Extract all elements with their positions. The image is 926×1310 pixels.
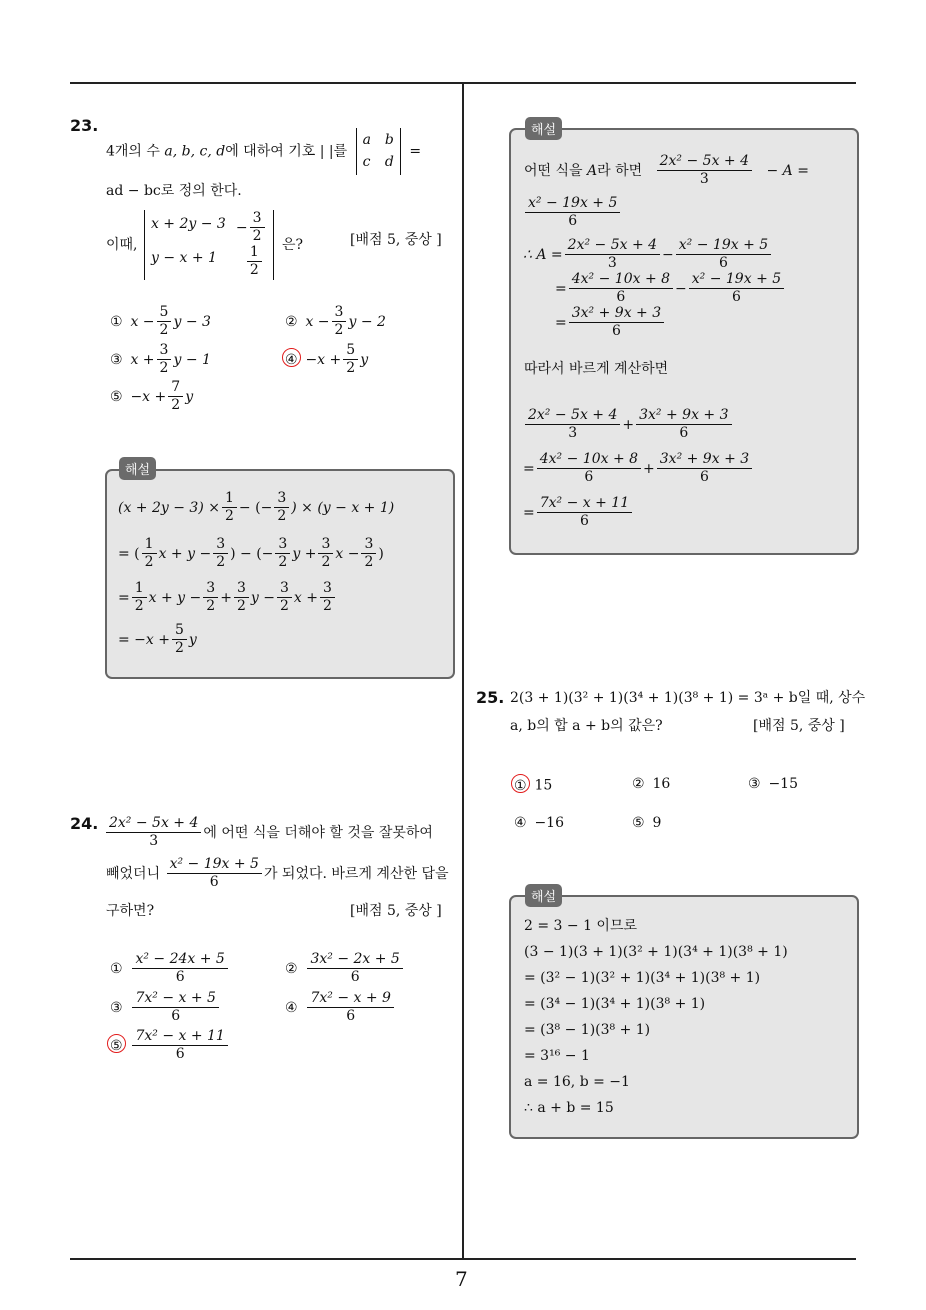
question-text-line3 xyxy=(106,210,303,280)
numerator: 2x² − 5x + 4 xyxy=(106,816,201,833)
solution-line: = (3² − 1)(3² + 1)(3⁴ + 1)(3⁸ + 1) xyxy=(524,970,761,986)
text: y + xyxy=(292,545,317,562)
question-text-line2: a, b의 합 a + b의 값은? xyxy=(510,718,663,734)
question-meta: [배점 5, 중상 ] xyxy=(753,718,845,734)
solution-line xyxy=(555,272,786,306)
choice-2[interactable] xyxy=(285,952,405,986)
fraction xyxy=(168,380,183,414)
fraction xyxy=(213,537,228,571)
fraction xyxy=(307,991,393,1025)
denominator: 2 xyxy=(364,554,374,571)
question-number: 25. xyxy=(476,688,505,707)
text: = xyxy=(523,504,535,521)
text: − xyxy=(675,280,687,297)
fraction xyxy=(307,952,402,986)
numerator: 3 xyxy=(213,537,228,554)
choice-1[interactable] xyxy=(514,776,552,795)
solution-line xyxy=(523,196,622,230)
bottom-rule xyxy=(70,1258,856,1260)
fraction xyxy=(132,991,218,1025)
fraction xyxy=(222,491,237,525)
denominator: 6 xyxy=(175,1046,185,1063)
denominator: 2 xyxy=(216,554,226,571)
fraction xyxy=(275,537,290,571)
denominator: 2 xyxy=(249,262,259,279)
choice-2[interactable] xyxy=(632,776,670,792)
solution-line xyxy=(523,408,734,442)
choice-mark: ② xyxy=(632,776,645,792)
numerator: 2x² − 5x + 4 xyxy=(525,408,620,425)
denominator: 2 xyxy=(206,598,216,615)
numerator: 1 xyxy=(142,537,157,554)
question-text-line3: 구하면? xyxy=(106,903,155,919)
text: y − 3 xyxy=(173,313,211,330)
numerator: x² − 19x + 5 xyxy=(689,272,784,289)
text: = xyxy=(118,589,130,606)
denominator: 2 xyxy=(175,640,184,657)
text: (x + 2y − 3) × xyxy=(118,499,220,516)
text: + xyxy=(643,460,655,477)
numerator: 3x² + 9x + 3 xyxy=(569,306,664,323)
numerator: 5 xyxy=(343,343,358,360)
fraction xyxy=(636,408,731,442)
matrix-entry xyxy=(245,245,264,279)
text: 에 어떤 식을 더해야 할 것을 잘못하여 xyxy=(203,824,433,841)
question-text-line1 xyxy=(104,816,433,850)
fraction xyxy=(320,581,335,615)
choice-3[interactable] xyxy=(110,343,211,377)
denominator: 2 xyxy=(171,397,181,414)
denominator: 2 xyxy=(252,228,262,245)
numerator: 3 xyxy=(320,581,335,598)
choice-mark: ④ xyxy=(514,815,527,831)
denominator: 6 xyxy=(584,469,594,486)
fraction xyxy=(657,452,752,486)
denominator: 3 xyxy=(607,255,617,272)
question-text-line2 xyxy=(106,857,449,891)
numerator: 2x² − 5x + 4 xyxy=(565,238,660,255)
text: y xyxy=(188,631,197,648)
numerator: 3x² + 9x + 3 xyxy=(636,408,731,425)
choice-4[interactable] xyxy=(285,343,368,377)
choice-value: 15 xyxy=(534,777,553,794)
text: a, b, c, d xyxy=(164,143,226,160)
solution-line xyxy=(555,306,666,340)
solution-line: = (3⁸ − 1)(3⁸ + 1) xyxy=(524,1022,651,1038)
fraction xyxy=(525,408,620,442)
question-text-line2: ad − bc로 정의 한다. xyxy=(106,183,242,199)
denominator: 2 xyxy=(279,598,289,615)
question-meta: [배점 5, 중상 ] xyxy=(350,232,442,248)
question-meta: [배점 5, 중상 ] xyxy=(350,903,442,919)
choice-1[interactable] xyxy=(110,952,230,986)
numerator: x² − 19x + 5 xyxy=(525,196,620,213)
denominator: 3 xyxy=(149,833,159,850)
text: − xyxy=(662,246,674,263)
fraction xyxy=(132,581,147,615)
denominator: 6 xyxy=(611,323,621,340)
choice-mark: ③ xyxy=(110,351,123,368)
choice-mark: ③ xyxy=(748,776,761,792)
text: = −x + xyxy=(118,631,170,648)
numerator: 7x² − x + 11 xyxy=(132,1029,227,1046)
question-text-line1: 2(3 + 1)(3² + 1)(3⁴ + 1)(3⁸ + 1) = 3ᵃ + b일 때, 상수 xyxy=(510,690,866,706)
denominator: 3 xyxy=(699,171,709,188)
text: y xyxy=(185,388,194,405)
fraction xyxy=(203,581,218,615)
text: = xyxy=(555,314,567,331)
denominator: 2 xyxy=(236,598,246,615)
choice-mark: ⑤ xyxy=(110,1037,123,1054)
numerator: 3 xyxy=(274,491,289,508)
text: x − xyxy=(305,313,330,330)
text: 빼었더니 xyxy=(106,865,161,882)
numerator: 3 xyxy=(203,581,218,598)
fraction xyxy=(157,305,172,339)
numerator: 3 xyxy=(234,581,249,598)
denominator: 6 xyxy=(719,255,728,272)
text: − A = xyxy=(766,162,809,179)
solution-line xyxy=(118,581,337,615)
numerator: 3 xyxy=(157,343,172,360)
solution-line xyxy=(118,623,197,657)
fraction xyxy=(537,452,641,486)
fraction xyxy=(167,857,262,891)
fraction xyxy=(172,623,187,657)
fraction xyxy=(234,581,249,615)
solution-line xyxy=(524,154,809,188)
denominator: 2 xyxy=(159,322,169,339)
denominator: 2 xyxy=(334,322,344,339)
fraction xyxy=(247,245,262,279)
solution-label: 해설 xyxy=(525,884,562,907)
text: − xyxy=(238,499,251,516)
text: 에 대하여 기호 | |를 xyxy=(225,143,348,160)
fraction xyxy=(569,306,664,340)
numerator: x² − 19x + 5 xyxy=(676,238,771,255)
matrix-entry: y − x + 1 xyxy=(150,250,217,266)
choice-mark: ④ xyxy=(285,351,298,368)
choice-5[interactable] xyxy=(110,380,193,414)
denominator: 6 xyxy=(700,469,709,486)
text: x − xyxy=(335,545,360,562)
question-number: 23. xyxy=(70,116,99,135)
numerator: 1 xyxy=(132,581,147,598)
denominator: 3 xyxy=(568,425,578,442)
text: 이때, xyxy=(106,236,138,253)
denominator: 2 xyxy=(134,598,144,615)
denominator: 6 xyxy=(209,874,219,891)
choice-3[interactable] xyxy=(748,776,798,792)
choice-mark: ③ xyxy=(110,999,123,1016)
choice-value: −15 xyxy=(768,776,798,792)
numerator: 1 xyxy=(222,491,237,508)
numerator: 5 xyxy=(157,305,172,322)
solution-box-24 xyxy=(509,128,859,555)
text: ∴ A = xyxy=(523,246,563,263)
denominator: 2 xyxy=(277,508,287,525)
denominator: 6 xyxy=(350,969,360,986)
fraction xyxy=(318,537,333,571)
text: 가 되었다. 바르게 계산한 답을 xyxy=(263,865,449,882)
choice-1[interactable] xyxy=(110,305,211,339)
solution-line xyxy=(118,537,384,571)
numerator: x² − 24x + 5 xyxy=(132,952,227,969)
numerator: 3 xyxy=(361,537,376,554)
solution-label: 해설 xyxy=(525,117,562,140)
fraction xyxy=(250,211,265,245)
fraction xyxy=(525,196,620,230)
denominator: 6 xyxy=(568,213,578,230)
fraction xyxy=(537,496,632,530)
choice-mark: ② xyxy=(285,960,298,977)
numerator: 7x² − x + 11 xyxy=(537,496,632,513)
text: y xyxy=(360,351,369,368)
denominator: 2 xyxy=(278,554,288,571)
numerator: x² − 19x + 5 xyxy=(167,857,262,874)
text: = xyxy=(555,280,567,297)
fraction xyxy=(657,154,752,188)
text: + xyxy=(220,589,232,606)
text: x + xyxy=(293,589,318,606)
numerator: 7x² − x + 9 xyxy=(307,991,393,1008)
fraction xyxy=(569,272,673,306)
denominator: 6 xyxy=(171,1008,181,1025)
fraction xyxy=(689,272,784,306)
numerator: 2x² − 5x + 4 xyxy=(657,154,752,171)
solution-label: 해설 xyxy=(119,457,156,480)
denominator: 6 xyxy=(579,513,589,530)
denominator: 2 xyxy=(322,598,332,615)
fraction xyxy=(132,1029,227,1063)
denominator: 6 xyxy=(175,969,185,986)
choice-mark: ② xyxy=(285,313,298,330)
solution-box-23 xyxy=(105,469,455,679)
fraction xyxy=(332,305,347,339)
denominator: 6 xyxy=(732,289,741,306)
text: (− xyxy=(255,499,273,516)
choice-3[interactable] xyxy=(110,991,221,1025)
solution-line xyxy=(523,452,754,486)
text: A xyxy=(587,162,598,179)
denominator: 2 xyxy=(346,360,356,377)
numerator: 5 xyxy=(172,623,187,640)
text: 4개의 수 xyxy=(106,143,160,160)
solution-line xyxy=(118,491,394,525)
question-text-line1 xyxy=(106,128,421,175)
text: x + xyxy=(130,351,155,368)
solution-box-25 xyxy=(509,895,859,1139)
text: = xyxy=(409,143,422,160)
fraction xyxy=(277,581,292,615)
fraction xyxy=(157,343,172,377)
solution-line: (3 − 1)(3 + 1)(3² + 1)(3⁴ + 1)(3⁸ + 1) xyxy=(524,944,788,960)
solution-line xyxy=(523,238,773,272)
choice-mark: ① xyxy=(514,777,527,794)
matrix-entry: x + 2y − 3 xyxy=(150,216,226,232)
denominator: 6 xyxy=(679,425,689,442)
choice-5[interactable] xyxy=(110,1029,230,1063)
fraction xyxy=(343,343,358,377)
denominator: 2 xyxy=(225,508,234,525)
numerator: 4x² − 10x + 8 xyxy=(569,272,673,289)
text: −x + xyxy=(130,388,167,405)
solution-line: ∴ a + b = 15 xyxy=(524,1100,614,1116)
choice-5[interactable] xyxy=(632,815,661,831)
choice-value: −16 xyxy=(534,815,564,831)
denominator: 6 xyxy=(616,289,626,306)
choice-4[interactable] xyxy=(285,991,396,1025)
numerator: 3 xyxy=(275,537,290,554)
text: x − xyxy=(130,313,155,330)
numerator: 3 xyxy=(318,537,333,554)
choice-value: 16 xyxy=(652,776,671,792)
determinant-expression xyxy=(144,210,274,280)
answer-circle-icon xyxy=(511,774,530,793)
fraction xyxy=(676,238,771,272)
choice-4[interactable] xyxy=(514,815,564,831)
numerator: 3 xyxy=(332,305,347,322)
denominator: 2 xyxy=(321,554,331,571)
text: x + y − xyxy=(148,589,202,606)
choice-mark: ① xyxy=(110,313,123,330)
text: ) × (y − x + 1) xyxy=(291,499,395,516)
page-number: 7 xyxy=(455,1267,468,1291)
text: = ( xyxy=(118,545,140,562)
denominator: 2 xyxy=(159,360,169,377)
denominator: 2 xyxy=(144,554,154,571)
denominator: 6 xyxy=(346,1008,356,1025)
numerator: 3x² − 2x + 5 xyxy=(307,952,402,969)
matrix-entry: c xyxy=(362,154,371,171)
numerator: 3 xyxy=(250,211,265,228)
text: y − xyxy=(250,589,275,606)
column-divider xyxy=(462,84,464,1258)
fraction xyxy=(142,537,157,571)
numerator: 3x² + 9x + 3 xyxy=(657,452,752,469)
text: + xyxy=(622,416,635,433)
text: = xyxy=(523,460,535,477)
solution-line: 2 = 3 − 1 이므로 xyxy=(524,918,638,934)
choice-mark: ① xyxy=(110,960,123,977)
numerator: 7 xyxy=(168,380,183,397)
matrix-entry: a xyxy=(362,132,371,148)
choice-mark: ④ xyxy=(285,999,298,1016)
text: − xyxy=(235,219,248,236)
numerator: 3 xyxy=(277,581,292,598)
solution-line: 따라서 바르게 계산하면 xyxy=(524,361,669,377)
numerator: 4x² − 10x + 8 xyxy=(537,452,641,469)
solution-line: a = 16, b = −1 xyxy=(524,1074,630,1090)
fraction xyxy=(565,238,660,272)
determinant-symbol xyxy=(356,128,401,175)
fraction xyxy=(106,816,201,850)
text: −x + xyxy=(305,351,342,368)
solution-line: = 3¹⁶ − 1 xyxy=(524,1048,590,1064)
choice-2[interactable] xyxy=(285,305,386,339)
fraction xyxy=(274,491,289,525)
numerator: 1 xyxy=(247,245,262,262)
choice-mark: ⑤ xyxy=(110,388,123,405)
matrix-entry: b xyxy=(384,132,394,148)
choice-mark: ⑤ xyxy=(632,815,645,831)
text: y − 2 xyxy=(348,313,386,330)
matrix-entry xyxy=(236,211,267,245)
text: 어떤 식을 xyxy=(524,162,583,179)
text: ) − (− xyxy=(230,545,274,562)
text: 은? xyxy=(281,236,303,253)
solution-line xyxy=(523,496,634,530)
text: 라 하면 xyxy=(597,162,643,179)
fraction xyxy=(132,952,227,986)
fraction xyxy=(361,537,376,571)
numerator: 7x² − x + 5 xyxy=(132,991,218,1008)
text: y − 1 xyxy=(173,351,211,368)
question-number: 24. xyxy=(70,814,99,833)
text: ) xyxy=(378,545,384,562)
solution-line: = (3⁴ − 1)(3⁴ + 1)(3⁸ + 1) xyxy=(524,996,706,1012)
text: x + y − xyxy=(158,545,212,562)
matrix-entry: d xyxy=(384,154,394,171)
choice-value: 9 xyxy=(652,815,662,831)
